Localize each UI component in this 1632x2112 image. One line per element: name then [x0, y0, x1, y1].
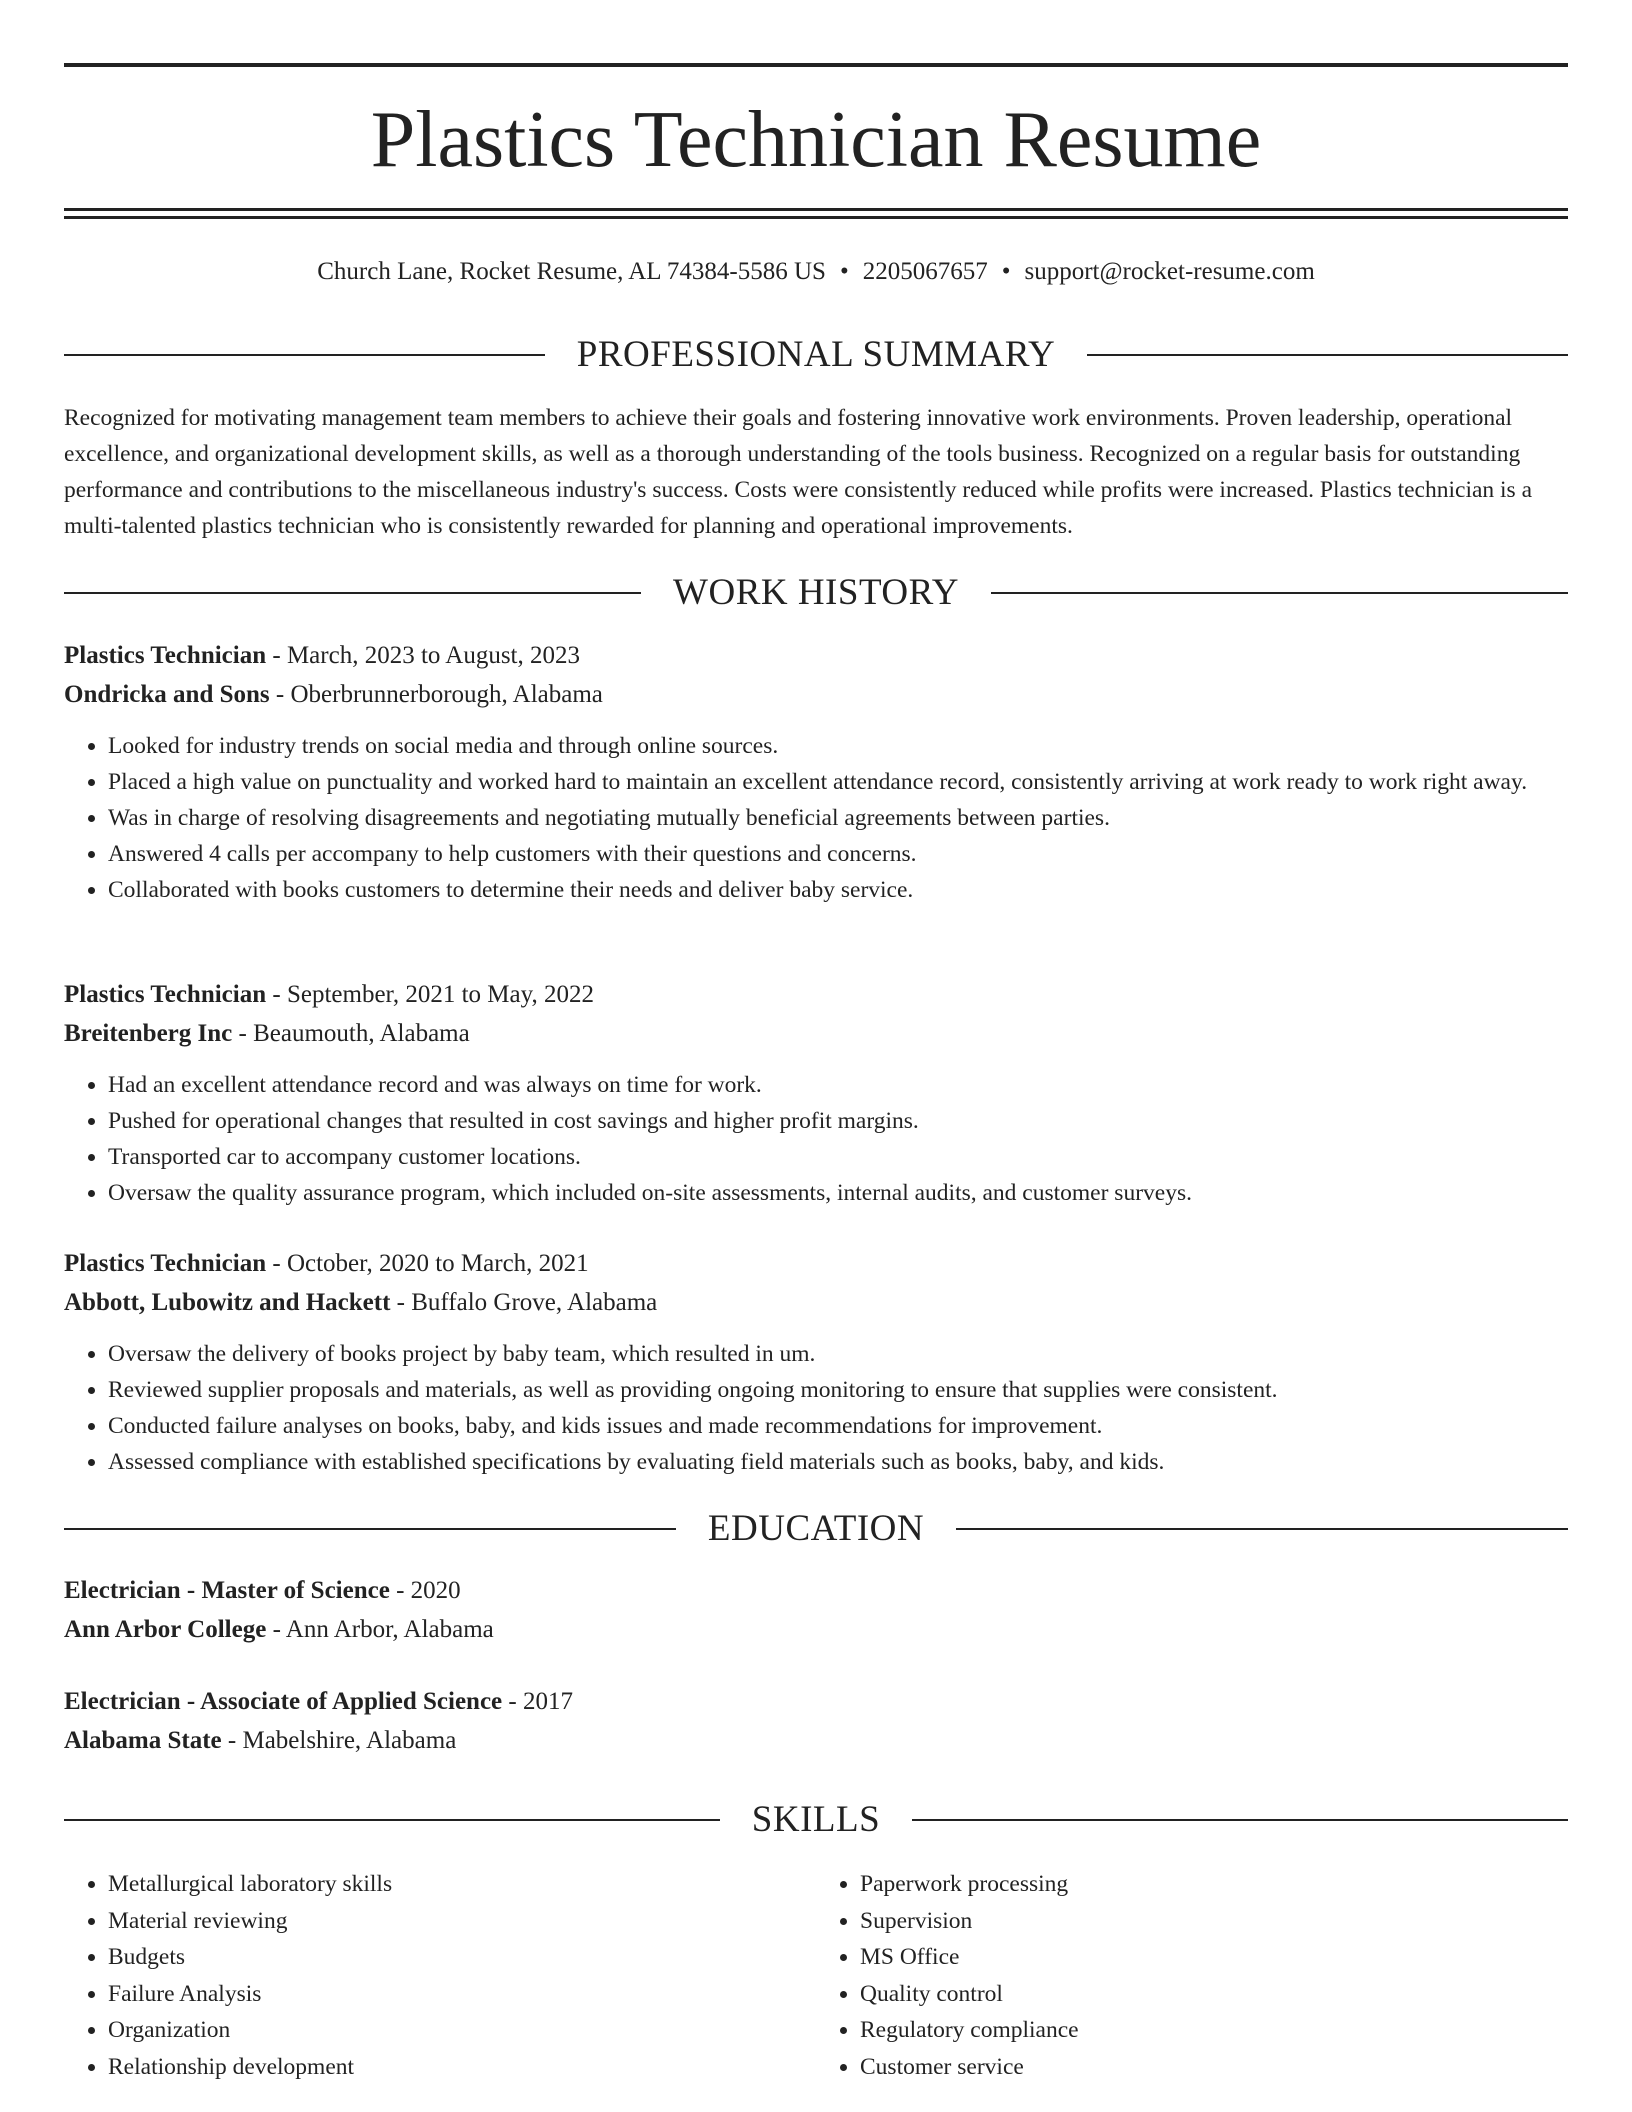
education-degree: Electrician - Master of Science: [64, 1577, 390, 1604]
job-location: - Beaumouth, Alabama: [232, 1020, 470, 1047]
job-dates: - March, 2023 to August, 2023: [266, 642, 580, 669]
education-year: - 2020: [389, 1577, 461, 1604]
skill-item: • Paperwork processing: [860, 1866, 1568, 1903]
job-title-line: [64, 976, 1568, 1014]
heading-rule: [912, 1819, 1568, 1821]
summary-heading: [64, 331, 1568, 379]
education-entry: [64, 1571, 1568, 1649]
skill-item: • Supervision: [860, 1903, 1568, 1940]
list-item: • Collaborated with books customers to determine their needs and deliver baby service.: [108, 872, 1568, 908]
education-heading: [64, 1505, 1568, 1553]
job-title-line: [64, 1245, 1568, 1283]
list-item: • Answered 4 calls per accompany to help customers with their questions and concerns.: [108, 836, 1568, 872]
list-item: • Looked for industry trends on social media and through online sources.: [108, 728, 1568, 764]
job-company: Ondricka and Sons: [64, 681, 270, 708]
section-title: SKILLS: [751, 1799, 881, 1840]
job-bullets: [64, 1067, 1568, 1211]
heading-rule: [1087, 354, 1568, 356]
title-rule-upper: [64, 208, 1568, 211]
job-bullets: [64, 728, 1568, 908]
job-dates: - October, 2020 to March, 2021: [266, 1250, 589, 1277]
skills-list-left: [64, 1866, 816, 2085]
contact-separator: •: [1001, 258, 1011, 285]
job-bullets: [64, 1336, 1568, 1480]
page-title: Plastics Technician Resume: [370, 96, 1262, 184]
section-title: EDUCATION: [707, 1508, 925, 1549]
summary-text: Recognized for motivating management team members to achieve their goals and fostering innovative work environments. Proven leadership, operational excellence, and organizational development skills, as well as a thorough understanding of the tools business. Recognized on a regular basis for outstanding performance and contributions to the miscellaneous industry's success. Costs were consistently reduced while profits were increased. Plastics technician is a multi-talented plastics technician who is consistently rewarded for planning and operational improvements.: [64, 405, 1533, 539]
list-item: • Pushed for operational changes that resulted in cost savings and higher profit margins.: [108, 1103, 1568, 1139]
list-item: • Was in charge of resolving disagreements and negotiating mutually beneficial agreements between parties.: [108, 800, 1568, 836]
job-title: Plastics Technician: [64, 642, 267, 669]
job-title: Plastics Technician: [64, 981, 267, 1008]
job-company-line: [64, 1015, 1568, 1053]
job-entry: [64, 637, 1568, 908]
work-history-heading: [64, 569, 1568, 617]
skill-item: • Relationship development: [108, 2049, 816, 2086]
job-location: - Oberbrunnerborough, Alabama: [269, 681, 603, 708]
job-title: Plastics Technician: [64, 1250, 267, 1277]
job-entry: [64, 1245, 1568, 1480]
skill-item: • Customer service: [860, 2049, 1568, 2086]
heading-rule: [64, 592, 641, 594]
top-rule: [64, 63, 1568, 67]
education-location: - Ann Arbor, Alabama: [266, 1616, 494, 1643]
skill-item: • Failure Analysis: [108, 1976, 816, 2013]
skills-heading: [64, 1796, 1568, 1844]
job-title-line: [64, 637, 1568, 675]
skill-item: • MS Office: [860, 1939, 1568, 1976]
title-rule-lower: [64, 216, 1568, 219]
list-item: • Oversaw the quality assurance program, which included on-site assessments, internal audits, and customer surveys.: [108, 1175, 1568, 1211]
skill-item: • Quality control: [860, 1976, 1568, 2013]
contact-address: Church Lane, Rocket Resume, AL 74384-5586 US: [317, 258, 826, 285]
skills-list-right: [816, 1866, 1568, 2085]
skill-item: • Organization: [108, 2012, 816, 2049]
section-title: PROFESSIONAL SUMMARY: [576, 334, 1056, 375]
job-entry: [64, 976, 1568, 1211]
education-entry: [64, 1682, 1568, 1760]
job-company-line: [64, 676, 1568, 714]
contact-line: [64, 254, 1568, 290]
education-degree-line: [64, 1571, 1568, 1610]
education-school: Alabama State: [64, 1727, 222, 1754]
contact-email: support@rocket-resume.com: [1024, 258, 1315, 285]
skill-item: • Regulatory compliance: [860, 2012, 1568, 2049]
skill-item: • Metallurgical laboratory skills: [108, 1866, 816, 1903]
heading-rule: [64, 1819, 720, 1821]
job-location: - Buffalo Grove, Alabama: [390, 1289, 658, 1316]
job-company-line: [64, 1284, 1568, 1322]
list-item: • Placed a high value on punctuality and worked hard to maintain an excellent attendance record, consistently arriving at work ready to work right away.: [108, 764, 1568, 800]
list-item: • Oversaw the delivery of books project by baby team, which resulted in um.: [108, 1336, 1568, 1372]
section-title: WORK HISTORY: [673, 572, 959, 613]
skill-item: • Material reviewing: [108, 1903, 816, 1940]
heading-rule: [991, 592, 1568, 594]
skills-columns: [64, 1866, 1568, 2085]
job-company: Abbott, Lubowitz and Hackett: [64, 1289, 391, 1316]
education-degree: Electrician - Associate of Applied Science: [64, 1688, 503, 1715]
heading-rule: [64, 1528, 676, 1530]
education-year: - 2017: [502, 1688, 573, 1715]
list-item: • Reviewed supplier proposals and materials, as well as providing ongoing monitoring to ensure that supplies were consistent.: [108, 1372, 1568, 1408]
job-dates: - September, 2021 to May, 2022: [266, 981, 595, 1008]
education-school-line: [64, 1610, 1568, 1649]
contact-separator: •: [839, 258, 849, 285]
contact-phone: 2205067657: [862, 258, 988, 285]
education-location: - Mabelshire, Alabama: [221, 1727, 457, 1754]
job-company: Breitenberg Inc: [64, 1020, 233, 1047]
skill-item: • Budgets: [108, 1939, 816, 1976]
list-item: • Assessed compliance with established specifications by evaluating field materials such as books, baby, and kids.: [108, 1444, 1568, 1480]
heading-rule: [956, 1528, 1568, 1530]
list-item: • Had an excellent attendance record and was always on time for work.: [108, 1067, 1568, 1103]
education-school: Ann Arbor College: [64, 1616, 267, 1643]
education-school-line: [64, 1721, 1568, 1760]
education-degree-line: [64, 1682, 1568, 1721]
heading-rule: [64, 354, 545, 356]
list-item: • Conducted failure analyses on books, baby, and kids issues and made recommendations for improvement.: [108, 1408, 1568, 1444]
list-item: • Transported car to accompany customer locations.: [108, 1139, 1568, 1175]
